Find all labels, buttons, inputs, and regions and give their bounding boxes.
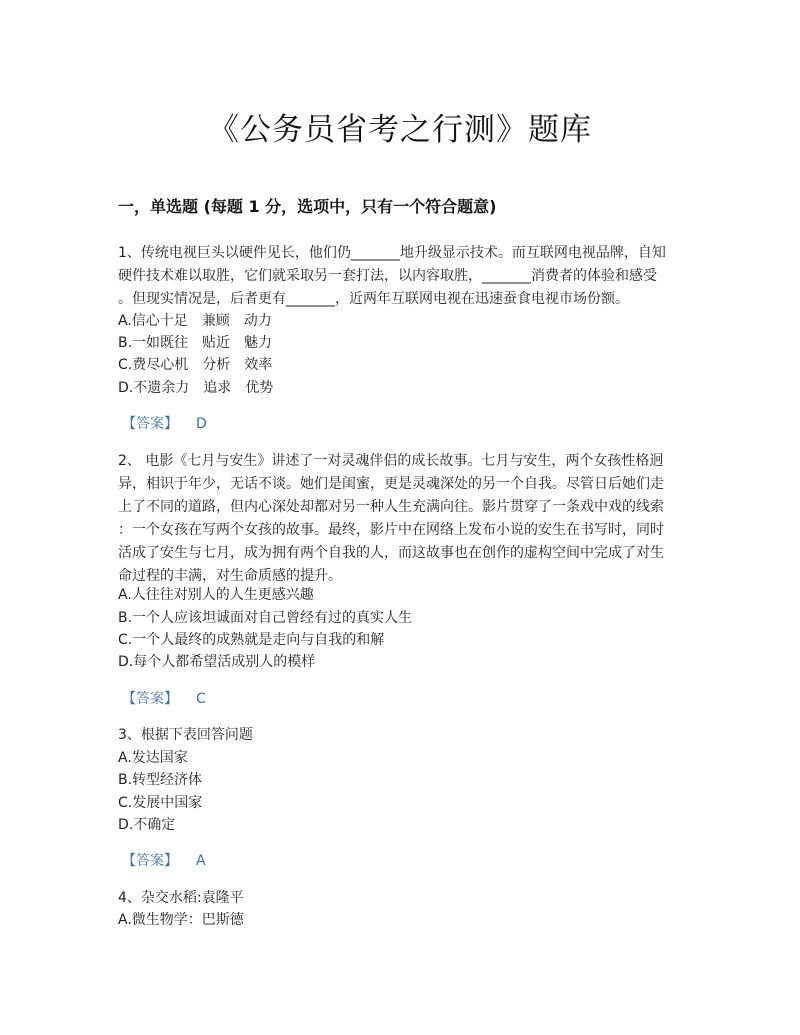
question-3-option-d: D.不确定 [118,817,176,833]
question-4-text [118,887,684,910]
question-4-option-a: A.微生物学：巴斯德 [118,912,244,928]
answer-value: C [196,691,206,707]
question-3-option-a: A.发达国家 [118,750,188,766]
answer-value: D [196,416,207,432]
question-2-text [118,450,684,588]
page-title: 《公务员省考之行测》题库 [208,112,592,148]
question-1-option-d: D.不遗余力 追求 优势 [118,380,274,396]
question-line: 2、 电影《七月与安生》讲述了一对灵魂伴侣的成长故事。七月与安生，两个女孩性格迥 [118,453,664,469]
section-heading: 一，单选题 (每题 1 分，选项中，只有一个符合题意) [118,197,497,216]
question-3-answer [122,850,206,872]
question-1-text [118,242,684,311]
question-line: 硬件技术难以取胜，它们就采取另一套打法，以内容取胜，_______消费者的体验和感受 [118,268,657,284]
answer-label: 【答案】 [122,691,178,707]
question-line: 1、传统电视巨头以硬件见长，他们仍_______地升级显示技术。而互联网电视品牌，自知 [118,245,666,261]
question-line: 上了不同的道路，但内心深处却都对另一种人生充满向往。影片贯穿了一条戏中戏的线索 [118,499,664,515]
question-line: 3、根据下表回答问题 [118,727,253,743]
question-line: 活成了安生与七月，成为拥有两个自我的人，而这故事也在创作的虚构空间中完成了对生 [118,545,664,561]
answer-value: A [196,853,206,869]
answer-label: 【答案】 [122,853,178,869]
question-3-text [118,724,684,747]
answer-label: 【答案】 [122,416,178,432]
question-line: 命过程的丰满，对生命质感的提升。 [118,568,342,584]
question-line: 异，相识于年少，无话不谈。她们是闺蜜，更是灵魂深处的另一个自我。尽管日后她们走 [118,476,664,492]
question-2-option-b: B.一个人应该坦诚面对自己曾经有过的真实人生 [118,610,413,626]
question-line: ：一个女孩在写两个女孩的故事。最终，影片中在网络上发布小说的安生在书写时，同时 [118,522,664,538]
question-1-option-c: C.费尽心机 分析 效率 [118,357,273,373]
question-line: 。但现实情况是，后者更有_______，近两年互联网电视在迅速蚕食电视市场份额。 [118,291,629,307]
question-3-option-b: B.转型经济体 [118,772,203,788]
question-1-answer [122,413,207,435]
question-line: 4、杂交水稻:袁隆平 [118,890,244,906]
question-3-option-c: C.发展中国家 [118,795,203,811]
question-2-option-d: D.每个人都希望活成别人的模样 [118,654,316,670]
question-1-option-a: A.信心十足 兼顾 动力 [118,313,272,329]
question-2-answer [122,688,206,710]
question-1-option-b: B.一如既往 贴近 魅力 [118,335,273,351]
question-2-option-c: C.一个人最终的成熟就是走向与自我的和解 [118,632,385,648]
question-2-option-a: A.人往往对别人的人生更感兴趣 [118,587,314,603]
